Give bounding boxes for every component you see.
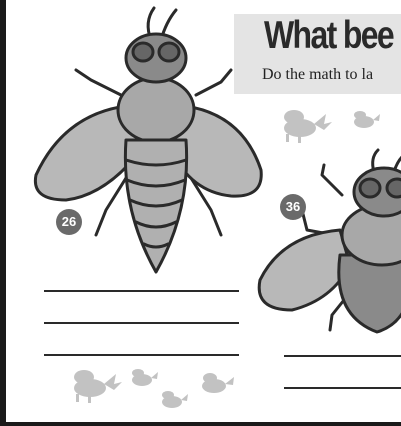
bee-illustration-large <box>26 0 266 280</box>
answer-line[interactable] <box>284 387 401 389</box>
worksheet-title: What bee <box>264 14 394 57</box>
decorative-bee-icon <box>274 104 334 144</box>
decorative-bee-icon <box>64 364 124 404</box>
worksheet-instructions: Do the math to la <box>262 66 374 83</box>
answer-line[interactable] <box>44 290 239 292</box>
answer-line[interactable] <box>284 355 401 357</box>
decorative-bee-icon <box>348 108 382 132</box>
decorative-bee-icon <box>156 388 190 412</box>
answer-line[interactable] <box>44 354 239 356</box>
problem-number-badge: 26 <box>56 209 82 235</box>
problem-number-badge: 36 <box>280 194 306 220</box>
decorative-bee-icon <box>126 366 160 390</box>
decorative-bee-icon <box>196 370 236 398</box>
answer-line[interactable] <box>44 322 239 324</box>
bee-illustration-partial <box>252 150 401 350</box>
